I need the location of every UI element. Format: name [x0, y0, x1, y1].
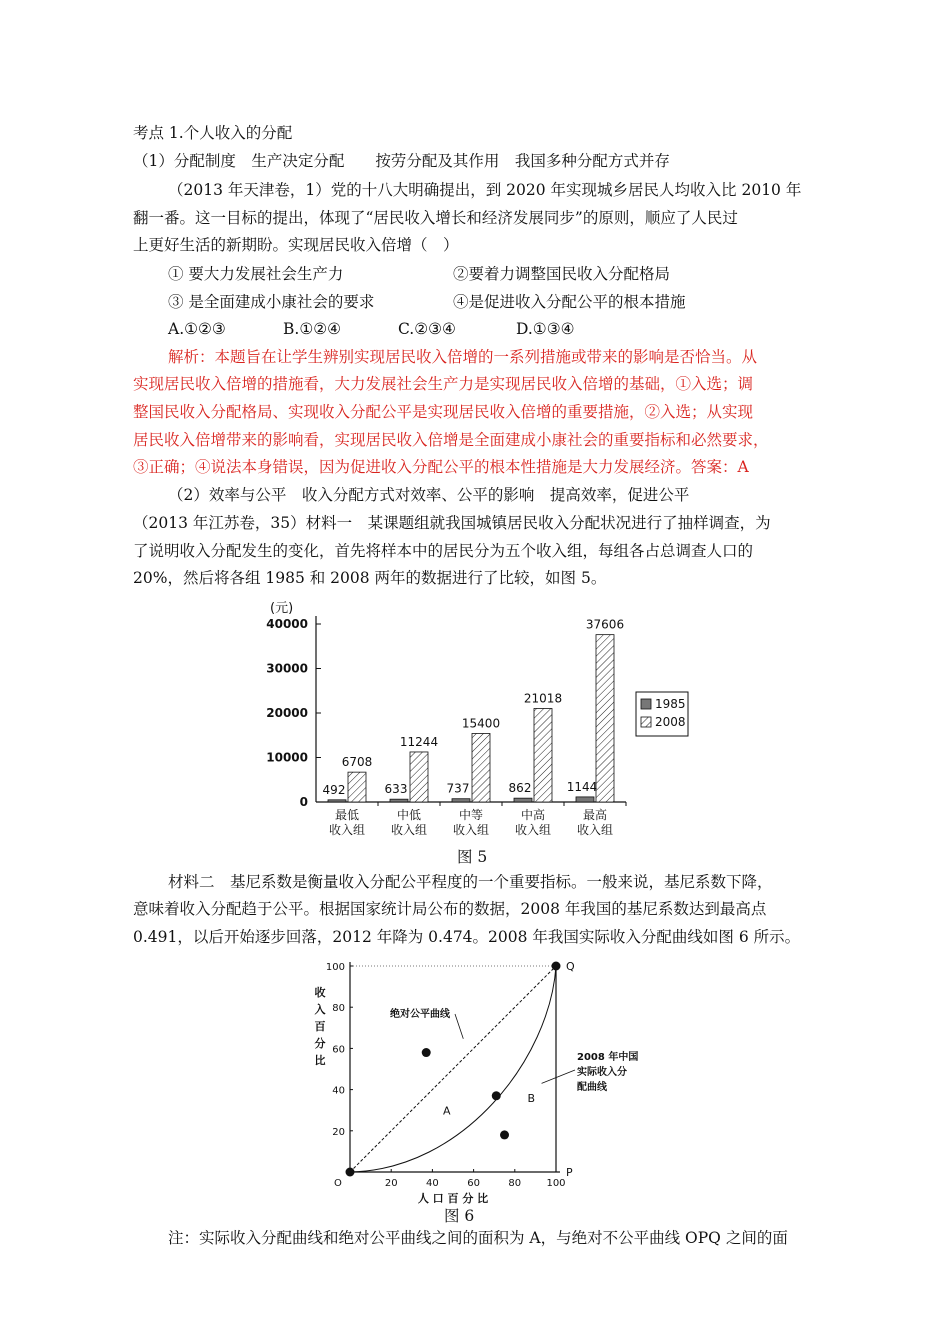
- choice-d: D.①③④: [516, 320, 575, 338]
- y-tick-label: 100: [325, 962, 345, 973]
- bar-2008: [348, 772, 366, 802]
- category-label: 最低: [334, 808, 360, 822]
- analysis-line: 实现居民收入倍增的措施看，大力发展社会生产力是实现居民收入倍增的基础，①入选；调: [133, 375, 754, 393]
- bar-2008: [534, 708, 552, 802]
- subsection-1-heading: （1）分配制度 生产决定分配 按劳分配及其作用 我国多种分配方式并存: [133, 152, 670, 170]
- note-line: 注：实际收入分配曲线和绝对公平曲线之间的面积为 A，与绝对不公平曲线 OPQ 之间的面: [168, 1229, 788, 1247]
- scatter-point: [500, 1130, 509, 1139]
- analysis-line: 整国民收入分配格局、实现收入分配公平是实现居民收入倍增的重要措施，②入选；从实现: [133, 403, 754, 421]
- x-tick-label: 60: [467, 1178, 480, 1189]
- value-label-2008: 15400: [461, 716, 501, 731]
- y-tick-label: 60: [332, 1044, 345, 1056]
- analysis-line: 解析：本题旨在让学生辨别实现居民收入倍增的一系列措施或带来的影响是否恰当。从: [168, 348, 758, 366]
- category-label: 收入组: [576, 823, 614, 837]
- y-tick-label: 20000: [266, 706, 308, 720]
- category-label: 收入组: [328, 823, 366, 837]
- fair-line: [350, 966, 556, 1172]
- stem-line: 上更好生活的新期盼。实现居民收入倍增（ ）: [133, 236, 459, 254]
- area-b-label: B: [527, 1091, 536, 1105]
- section-title: 考点 1.个人收入的分配: [133, 124, 293, 142]
- y-tick-label: 20: [332, 1126, 345, 1138]
- fair-line-label: 绝对公平曲线: [390, 1009, 450, 1020]
- material-line: 20%，然后将各组 1985 和 2008 两年的数据进行了比较，如图 5。: [133, 569, 607, 587]
- y-axis-label-char: 比: [314, 1054, 326, 1067]
- x-tick-label: 20: [384, 1178, 398, 1189]
- material-line: 材料二 基尼系数是衡量收入分配公平程度的一个重要指标。一般来说，基尼系数下降，: [168, 873, 773, 891]
- fair-label-leader: [455, 1014, 463, 1039]
- choice-c: C.②③④: [398, 320, 456, 338]
- y-tick-label: 40000: [266, 617, 308, 631]
- subsection-2-heading: （2）效率与公平 收入分配方式对效率、公平的影响 提高效率，促进公平: [168, 486, 690, 504]
- scatter-point: [422, 1048, 431, 1057]
- category-label: 中等: [458, 808, 484, 822]
- bar-2008: [472, 733, 490, 802]
- stem-line: （2013 年天津卷，1）党的十八大明确提出，到 2020 年实现城乡居民人均收入比 2010 年: [168, 181, 802, 199]
- x-tick-label: 80: [508, 1178, 522, 1189]
- option-2: ②要着力调整国民收入分配格局: [453, 265, 671, 283]
- category-label: 最高: [582, 808, 608, 822]
- actual-curve-label-line: 实际收入分: [577, 1067, 627, 1078]
- y-tick-label: 40: [332, 1085, 345, 1097]
- lorenz-chart-svg: [300, 952, 660, 1208]
- figure-6-lorenz-chart: [300, 952, 660, 1208]
- value-label-1985: 633: [384, 782, 408, 797]
- legend-swatch-2008: [641, 717, 651, 727]
- x-tick-label: 40: [426, 1178, 439, 1189]
- actual-label-leader: [542, 1070, 575, 1083]
- y-tick-label: 30000: [266, 661, 308, 676]
- legend-label-1985: 1985: [655, 697, 686, 711]
- x-axis-label: 人 口 百 分 比: [417, 1192, 489, 1205]
- analysis-line: ③正确；④说法本身错误，因为促进收入分配公平的根本性措施是大力发展经济。答案：A: [133, 458, 749, 476]
- y-axis-label-char: 百: [314, 1020, 326, 1033]
- actual-curve-label-line: 2008 年中国: [577, 1052, 639, 1063]
- value-label-2008: 6708: [341, 755, 373, 770]
- y-axis-label-char: 分: [314, 1037, 326, 1050]
- bar-1985: [452, 799, 470, 802]
- stem-line: 翻一番。这一目标的提出，体现了“居民收入增长和经济发展同步”的原则，顺应了人民过: [133, 209, 738, 227]
- x-tick-label: 100: [546, 1178, 566, 1189]
- area-a-label: A: [443, 1104, 451, 1118]
- y-axis-label-char: 收: [314, 986, 326, 999]
- category-label: 中低: [396, 808, 422, 822]
- value-label-1985: 492: [322, 782, 346, 797]
- category-label: 收入组: [452, 823, 490, 837]
- option-3: ③ 是全面建成小康社会的要求: [168, 293, 375, 311]
- y-unit-label: (元): [270, 601, 294, 616]
- y-tick-label: 0: [299, 795, 308, 809]
- y-tick-label: 80: [332, 1003, 345, 1015]
- category-label: 中高: [520, 808, 546, 822]
- bar-1985: [390, 799, 408, 802]
- corner-q-label: Q: [566, 960, 575, 973]
- value-label-2008: 11244: [399, 734, 439, 749]
- legend-label-2008: 2008: [655, 715, 686, 729]
- option-1: ① 要大力发展社会生产力: [168, 265, 344, 283]
- figure-6-caption: 图 6: [444, 1207, 475, 1225]
- category-label: 收入组: [514, 823, 552, 837]
- y-axis-label-char: 入: [314, 1003, 326, 1016]
- material-line: 了说明收入分配发生的变化，首先将样本中的居民分为五个收入组，每组各占总调查人口的: [133, 542, 754, 560]
- option-4: ④是促进收入分配公平的根本措施: [453, 293, 686, 311]
- value-label-2008: 21018: [523, 691, 563, 706]
- scatter-point: [492, 1091, 501, 1100]
- figure-5-bar-chart: [260, 596, 700, 842]
- value-label-1985: 862: [508, 781, 532, 796]
- material-line: （2013 年江苏卷，35）材料一 某课题组就我国城镇居民收入分配状况进行了抽样调查，为: [133, 514, 771, 532]
- y-tick-label: 10000: [266, 750, 308, 765]
- origin-label: O: [334, 1178, 342, 1189]
- category-label: 收入组: [390, 823, 428, 837]
- bar-2008: [410, 752, 428, 802]
- choice-a: A.①②③: [168, 320, 226, 338]
- point-o: [346, 1168, 355, 1177]
- bar-chart-svg: [260, 596, 700, 842]
- corner-p-label: P: [566, 1166, 573, 1179]
- material-line: 0.491，以后开始逐步回落，2012 年降为 0.474。2008 年我国实际收入分配曲线如图 6 所示。: [133, 928, 801, 946]
- actual-curve-label-line: 配曲线: [577, 1082, 607, 1093]
- figure-5-caption: 图 5: [457, 848, 488, 866]
- bar-1985: [514, 798, 532, 802]
- material-line: 意味着收入分配趋于公平。根据国家统计局公布的数据，2008 年我国的基尼系数达到最高点: [133, 900, 767, 918]
- analysis-line: 居民收入倍增带来的影响看，实现居民收入倍增是全面建成小康社会的重要指标和必然要求，: [133, 431, 769, 449]
- bar-2008: [596, 635, 614, 802]
- bar-1985: [328, 800, 346, 802]
- value-label-1985: 737: [446, 781, 470, 796]
- point-q: [552, 962, 561, 971]
- bar-1985: [576, 797, 594, 802]
- choice-b: B.①②④: [283, 320, 342, 338]
- legend-swatch-1985: [641, 699, 651, 709]
- value-label-2008: 37606: [585, 617, 625, 632]
- value-label-1985: 1144: [566, 779, 598, 794]
